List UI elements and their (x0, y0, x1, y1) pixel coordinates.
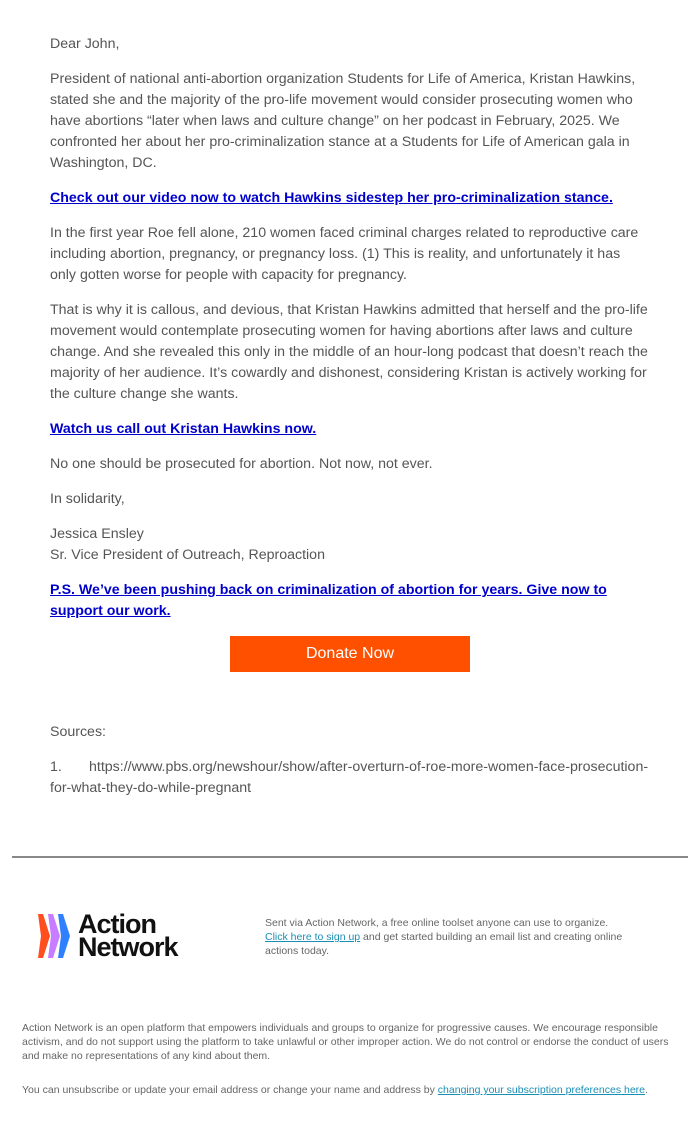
signer-name: Jessica Ensley (50, 526, 144, 542)
source-number: 1. (50, 759, 62, 775)
ps-donate-link[interactable]: P.S. We’ve been pushing back on criminalization of abortion for years. Give now to support our work. (50, 582, 607, 619)
sources-label: Sources: (50, 724, 106, 740)
signer-title: Sr. Vice President of Outreach, Reproaction (50, 547, 325, 563)
footer-divider (12, 856, 688, 858)
email-body (50, 34, 650, 799)
paragraph-3: That is why it is callous, and devious, that Kristan Hawkins admitted that herself and the pro-life movement would contemplate prosecuting women for having abortions after laws and culture change. And she revealed this only in the middle of an hour-long podcast that doesn’t reach the majority of her audience. It’s cowardly and dishonest, considering Kristan is actively working for the culture change she wants. (50, 302, 648, 402)
chevrons-icon (38, 912, 74, 960)
unsub-prefix: You can unsubscribe or update your email address or change your name and address by (22, 1084, 438, 1096)
sent-prefix: Sent via Action Network, a free online toolset anyone can use to organize. (265, 917, 609, 929)
video-link[interactable]: Check out our video now to watch Hawkins sidestep her pro-criminalization stance. (50, 190, 613, 206)
sign-up-link[interactable]: Click here to sign up (265, 931, 361, 943)
disclaimer: Action Network is an open platform that empowers individuals and groups to organize for progressive causes. We encourage responsible activism, and do not support using the platform to take unlawful or other improper action. We do not control or endorse the conduct of users and make no representations of any kind about them. (22, 1022, 669, 1062)
paragraph-4: No one should be prosecuted for abortion. Not now, not ever. (50, 456, 433, 472)
source-url: https://www.pbs.org/newshour/show/after-overturn-of-roe-more-women-face-prosecution-for-what-they-do-while-pregnant (50, 759, 649, 796)
unsub-suffix: . (645, 1084, 648, 1096)
sent-via-text (265, 916, 635, 958)
source-item (50, 757, 650, 799)
action-network-logo[interactable] (38, 909, 178, 962)
unsubscribe-text (22, 1083, 682, 1097)
subscription-preferences-link[interactable]: changing your subscription preferences here (437, 1084, 646, 1096)
donate-now-button[interactable]: Donate Now (230, 636, 470, 672)
logo-line-1: Action (78, 909, 156, 939)
greeting: Dear John, (50, 36, 120, 52)
paragraph-2: In the first year Roe fell alone, 210 women faced criminal charges related to reproductive care including abortion, pregnancy, or pregnancy loss. (1) This is reality, and unfortunately it has only gotten worse for people with capacity for pregnancy. (50, 225, 639, 283)
callout-link[interactable]: Watch us call out Kristan Hawkins now. (50, 421, 317, 437)
paragraph-1: President of national anti-abortion organization Students for Life of America, Kristan Hawkins, stated she and the majority of the pro-life movement would consider prosecuting women who have abortions “later when laws and culture change” on her podcast in February, 2025. We confronted her about her pro-criminalization stance at a Students for Life of American gala in Washington, DC. (50, 71, 636, 171)
logo-line-2: Network (78, 932, 178, 962)
closing: In solidarity, (50, 491, 125, 507)
signature (50, 524, 650, 566)
sent-suffix: and get started building an email list and creating online actions today. (265, 931, 623, 957)
